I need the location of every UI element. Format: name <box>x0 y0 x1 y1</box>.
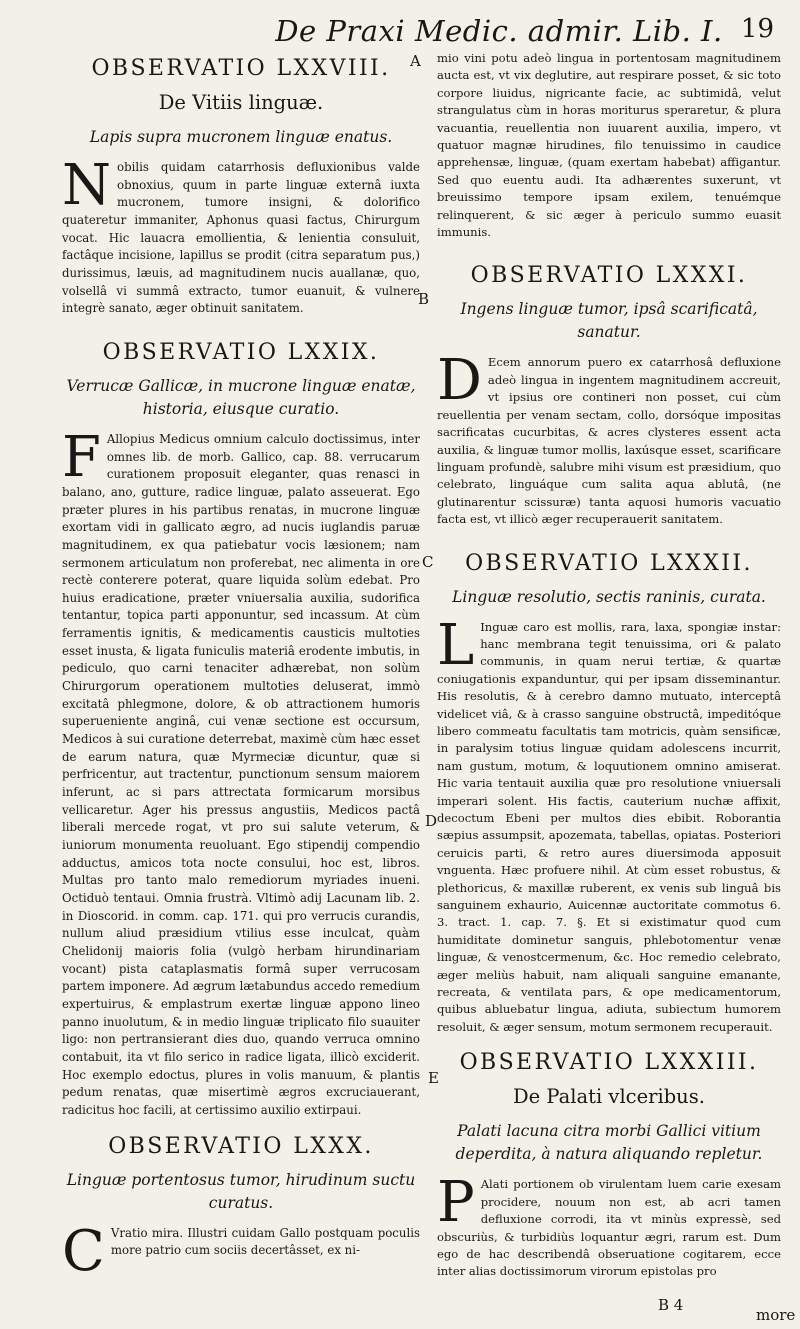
obs-81-title: OBSERVATIO LXXXI. <box>470 263 748 289</box>
obs-82-text: Inguæ caro est mollis, rara, laxa, spongiæ instar: hanc membrana tegit tenuissima, ori & palato communis, in quam nerui tertiæ, & quartæ coniugationis expanduntur, qui per ipsam disseminantur. His resolutis, & à cerebro damno mutuato, interceptâ videlicet viâ, & à crasso sanguine obstructâ, impeditóque libero commeatu facultatis tam motricis, quàm sensificæ, in paralysim totius linguæ quidam adolescens incurrit, nam gustum, motum, & loquutionem omnino amiserat. Hic varia tentauit auxilia quæ pro resolutione vniuersali imperari solent. His factis, cauterium nuchæ affixit, decoctum Ebeni per multos dies ebibit. Roborantia sæpius assumpsit, apozemata, tabellas, opiatas. Posteriori ceruicis parti, & retro aures diuersimoda apposuit vnguenta. Hæc profuere nihil. At cùm esset robustus, & plethoricus, & maxillæ ruberent, ex venis sub linguâ bis sanguinem exhaurio, Auicennæ auctoritate commotus 6. 3. tract. 1. cap. 7. §. Et si existimatur quod cum humiditate dominetur sanguis, phlebotomentur venæ linguæ, & venostcermenum, &c. Hoc remedio celebrato, æger meliùs habuit, nam aliquali sanguine emanante, recreata, & ventilata pars, & ope medicamentorum, quibus abluebatur lingua, adiuta, subiectum humorem resoluit, & æger sensum, motum sermonem recuperauit. <box>437 619 781 1034</box>
obs-81-text: Ecem annorum puero ex catarrhosâ defluxione adeò lingua in ingentem magnitudinem accreuit, vt ipsius ore contineri non posset, cui cùm reuellentia per venam sectam, collo, dorsóque impositas sacrificatas cucurbitas, & acres clysteres essent acta auxilia, & linguæ tumor mollis, laxúsque esset, scarificare linguam profundè, salubre mihi visum est præsidium, quo celebrato, linguáque cum salita aqua ablutâ, (ne glutinarentur scissuræ) tanta aquosi humoris vacuatio facta est, vt illicò æger recuperauerit sanitatem. <box>437 355 781 527</box>
obs-82-italic-heading: Linguæ resolutio, sectis raninis, curata. <box>452 587 766 606</box>
obs-78-paragraph <box>62 153 420 318</box>
obs-78-italic-heading: Lapis supra mucronem linguæ enatus. <box>89 128 393 146</box>
obs-80-title: OBSERVATIO LXXX. <box>108 1133 374 1159</box>
obs-83-dropcap: P <box>437 1170 475 1236</box>
obs-82-paragraph <box>437 612 781 1037</box>
catchword: more <box>756 1306 796 1324</box>
obs-78-text: obilis quidam catarrhosis defluxionibus valde obnoxius, quum in parte linguæ externâ iuxta mucronem, tumore insigni, & dolorifico quateretur immaniter, Aphonus quasi factus, Chirurgum vocat. Hic lauacra emollientia, & lenientia consuluit, factâque incisione, lapillus se prodit (citra separatum pus,) durissimus, læuis, ad magnitudinem nucis auallanæ, quo, volsellâ vi summâ extracto, tumor euanuit, & vulnere integrè sanato, æger obtinuit sanitatem. <box>62 160 420 316</box>
obs-83-subtitle: De Palati vlceribus. <box>513 1085 705 1109</box>
obs-82-dropcap: L <box>437 612 475 678</box>
signature-mark: B 4 <box>658 1296 684 1314</box>
obs-80-paragraph <box>62 1218 420 1284</box>
obs-79-paragraph <box>62 424 420 1120</box>
obs-78-subtitle: De Vitiis linguæ. <box>158 91 324 114</box>
obs-79-title: OBSERVATIO LXXIX. <box>102 339 380 365</box>
obs-79-text: Allopius Medicus omnium calculo doctissimus, inter omnes lib. de morb. Gallico, cap. 88. verrucarum curationem proposuit eleganter, quas renasci in balano, ano, gutture, radice linguæ, palato asseuerat. Ego præter plures in his partibus renatas, in mucrone linguæ exortam vidi in gallicato ægro, ad nucis iuglandis paruæ magnitudinem, ex qua patiebatur vocis læsionem; nam sermonem articulatum non proferebat, nec alimenta in ore rectè conterere poterat, quare liquida solùm edebat. Pro huius eradicatione, præter vniuersalia auxilia, sudorifica tentantur, topica parti apponuntur, sed incassum. At cùm ferramentis ignitis, & medicamentis causticis multoties esset inusta, & ligata funiculis materiâ erodente imbutis, in pediculo, quo carni tenaciter adhærebat, non solùm Chirurgorum operationem multoties deluserat, immò excitatâ phlegmone, dolore, & ob attractionem humoris superueniente anginâ, cui venæ sectione est occursum, Medicos à sui curatione deterrebat, maximè cùm hæc esset de earum natura, quæ Myrmeciæ dicuntur, quæ si perfricentur, aut tractentur, punctionum sensum maiorem inferunt, ac si pars attrectata formicarum morsibus vellicaretur. Ager his pressus angustiis, Medicos pactâ liberali mercede rogat, vt pro sui salute veterum, & iuniorum monumenta reuoluant. Ego stipendij compendio adductus, amicos tota nocte consului, hoc est, libros. Multas pro tanto malo remediorum myriades inueni. Octiduò tentaui. Omnia frustrà. Vltimò adij Lacunam lib. 2. in Dioscorid. in comm. cap. 171. qui pro verrucis curandis, nullum aliud præsidium vtilius esse inculcat, quàm Chelidonij maioris folia (vulgò herbam hirundinariam vocant) pista cataplasmatis formâ super verrucosam partem imponere. Ad ægrum lætabundus accedo remedium expertuirus, & emplastrum exertæ linguæ appono lineo panno inuolutum, & in medio linguæ triplicato filo suauiter ligo: non pertransierant dies duo, quando verruca omnino contabuit, ita vt filo serico in radice ligata, illicò exciderit. Hoc exemplo edoctus, plures in volis manuum, & plantis pedum renatas, quæ misertimè ægros excruciauerant, radicitus hoc facili, at certissimo auxilio extirpaui. <box>62 431 420 1117</box>
obs-79-dropcap: F <box>62 424 101 490</box>
obs-83-paragraph <box>437 1170 781 1280</box>
margin-marker-a: A <box>410 52 421 70</box>
obs-83-title: OBSERVATIO LXXXIII. <box>459 1050 759 1076</box>
obs-78-dropcap: N <box>62 153 111 218</box>
obs-81-italic-heading: Ingens linguæ tumor, ipsâ scarificatâ, sanatur. <box>460 300 758 342</box>
margin-marker-b: B <box>418 290 430 308</box>
obs-80-dropcap: C <box>62 1218 105 1284</box>
obs-80-italic-heading: Linguæ portentosus tumor, hirudinum suctu curatus. <box>66 1170 416 1212</box>
obs-80-continuation: mio vini potu adeò lingua in portentosam magnitudinem aucta est, vt vix deglutire, aut respirare posset, & sic toto corpore liuidus, nigricante facie, ac subtimidâ, velut strangulatus cùm in horas moriturus speraretur, & plura vacuantia, reuellentia non iuuarent auxilia, impero, vt quatuor magnæ hirudines, filo tenuissimo in caudice apprehensæ, linguæ, (quam exertam habebat) affigantur. Sed quo euentu audi. Ita adhærentes suxerunt, vt breuissimo tempore ipsam exilem, tenuémque relinquerent, & sic æger à periculo summo euasit immunis. <box>437 51 781 240</box>
obs-82-title: OBSERVATIO LXXXII. <box>465 550 753 576</box>
margin-marker-d: D <box>425 812 438 830</box>
running-head: De Praxi Medic. admir. Lib. I. <box>275 14 723 48</box>
left-column <box>62 50 420 1284</box>
obs-83-text: Alati portionem ob virulentam luem carie exesam procidere, nouum non est, ab acri tamen defluxione corrodi, ita vt minùs expressè, sed obscuriùs, & turbidiùs loquantur ægri, rarum est. Dum ego de hac describendâ obseruatione cogitarem, ecce inter alias doctissimorum virorum epistolas pro <box>437 1177 781 1279</box>
obs-79-italic-heading: Verrucæ Gallicæ, in mucrone linguæ enatæ, historia, eiusque curatio. <box>66 376 416 418</box>
obs-83-italic-heading: Palati lacuna citra morbi Gallici vitium deperdita, à natura aliquando repletur. <box>455 1122 763 1164</box>
obs-80-text: Vratio mira. Illustri cuidam Gallo postquam poculis more patrio cum sociis decertâsset, ex ni- <box>110 1225 420 1258</box>
obs-78-title: OBSERVATIO LXXVIII. <box>91 56 391 81</box>
margin-marker-c: C <box>422 553 434 571</box>
obs-81-paragraph <box>437 348 781 528</box>
right-column <box>437 50 781 1281</box>
margin-marker-e: E <box>428 1069 439 1087</box>
page-number: 19 <box>740 14 774 44</box>
obs-81-dropcap: D <box>437 348 482 414</box>
